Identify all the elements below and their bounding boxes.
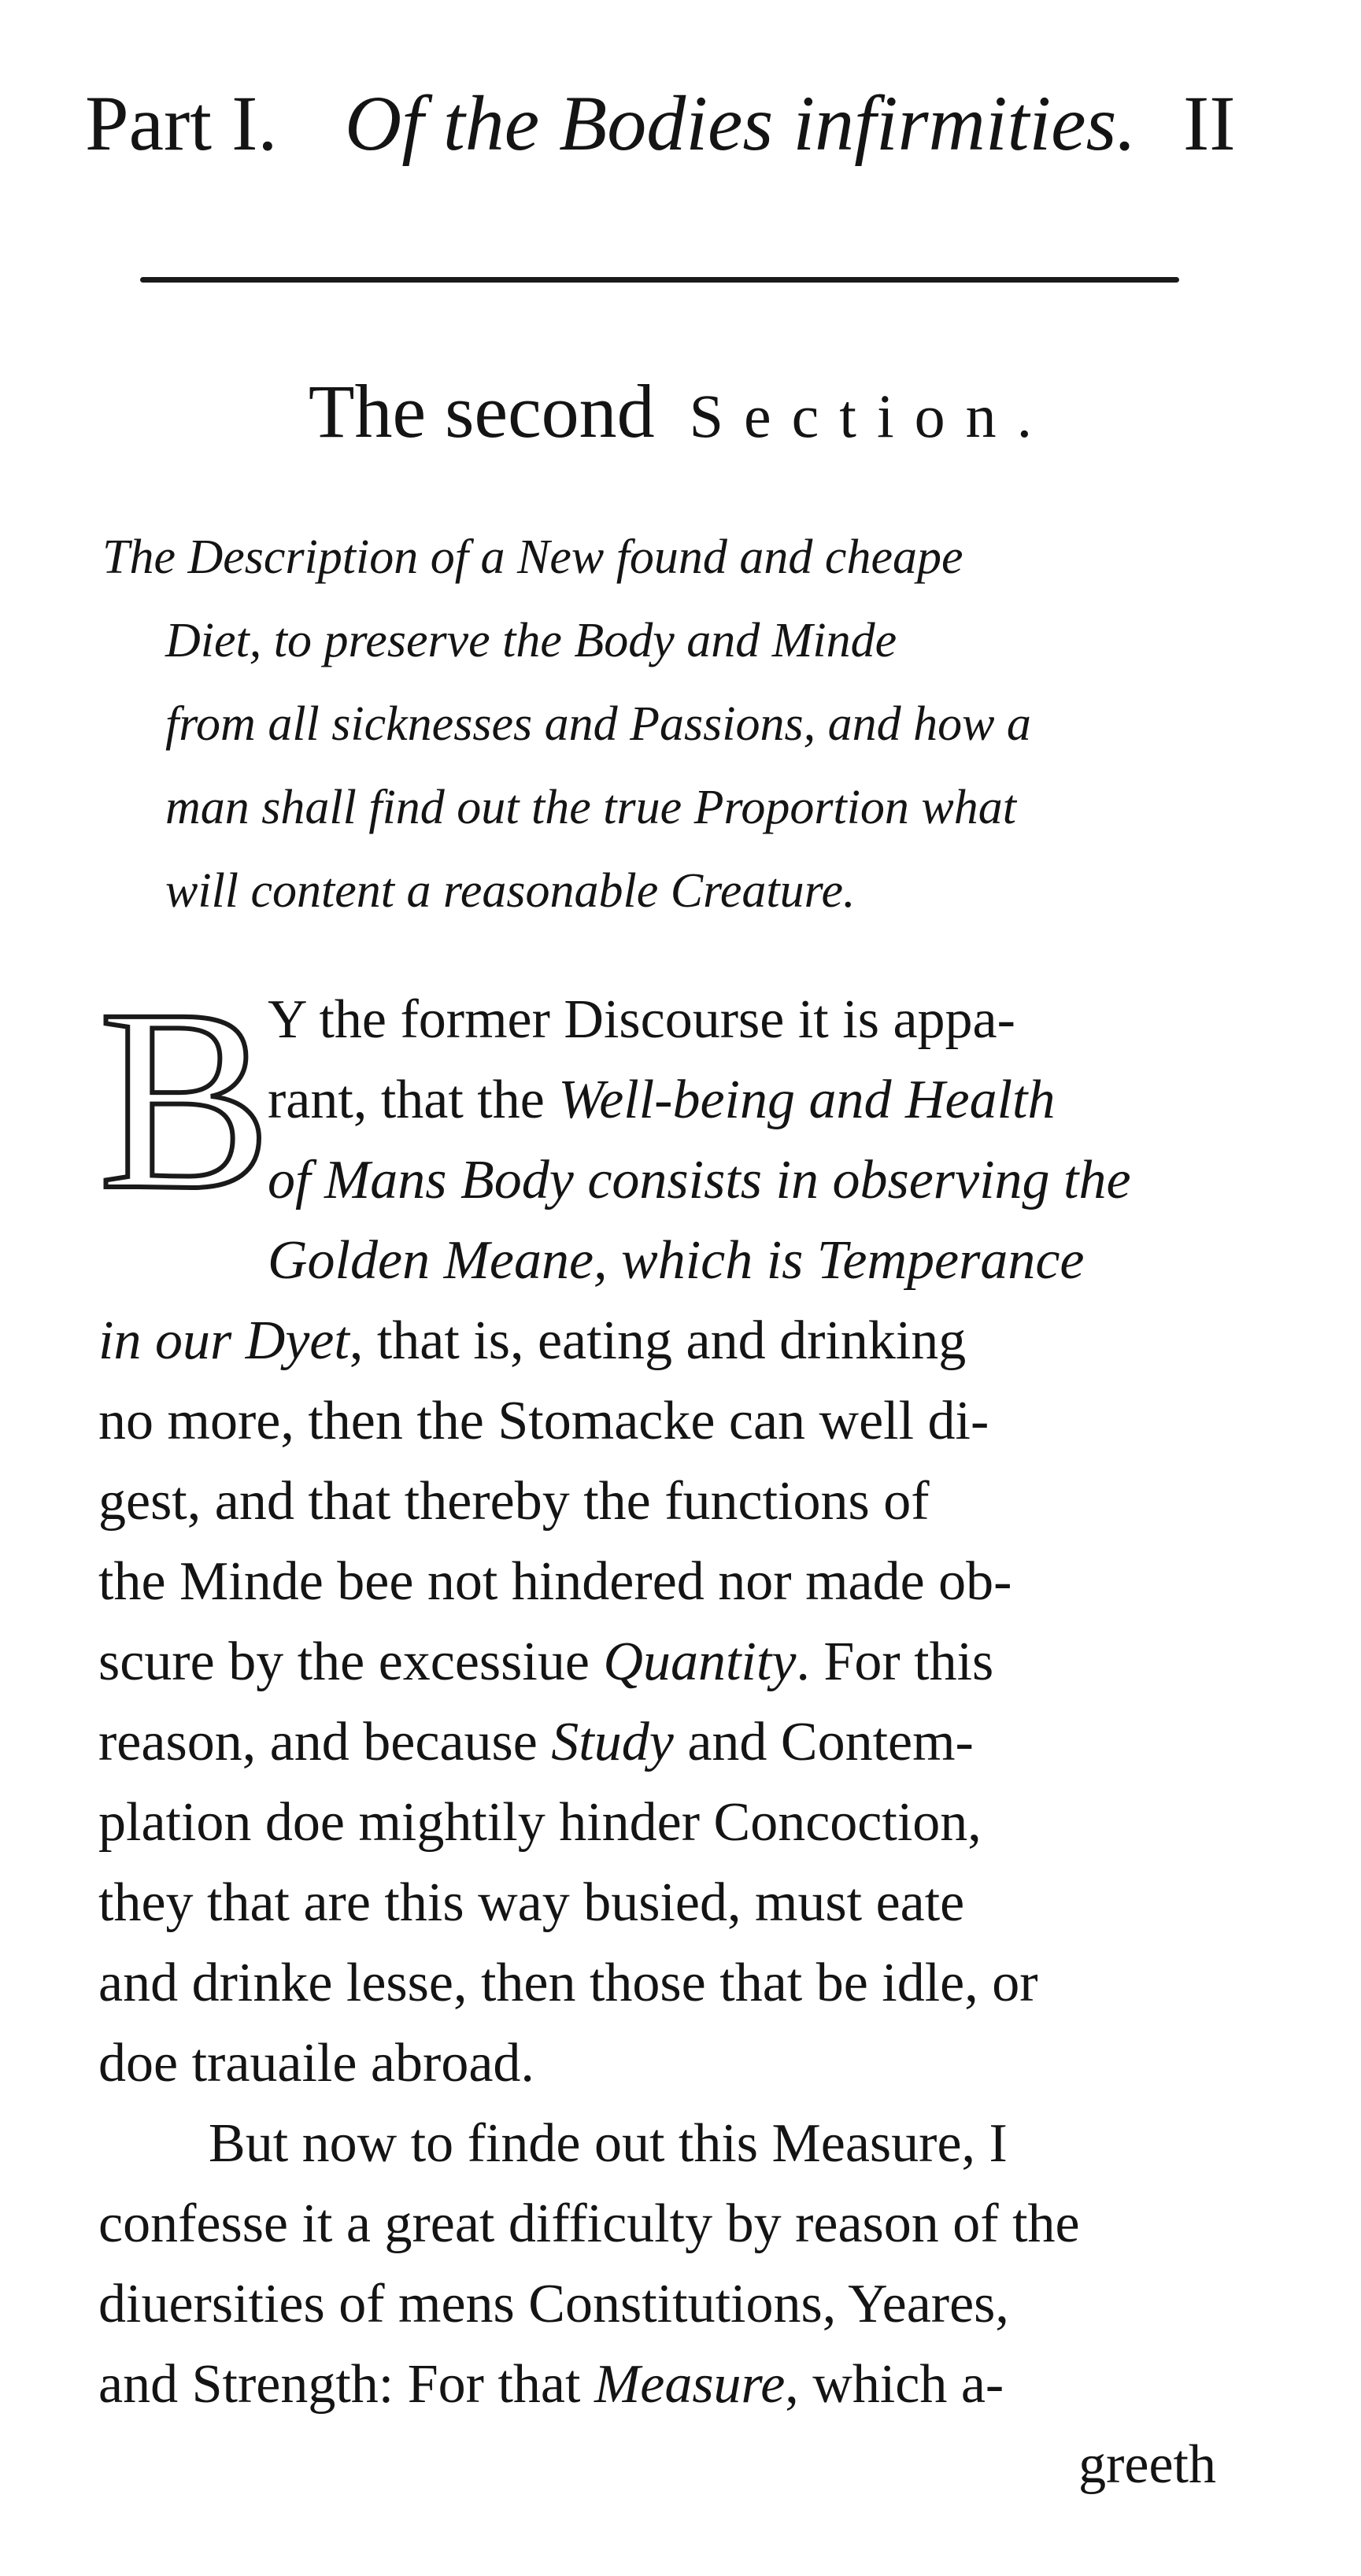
- catchword: greeth: [1078, 2434, 1216, 2495]
- summary-line: man shall find out the true Proportion what: [165, 781, 1017, 834]
- body-line: and Strength: For that Measure, which a-: [98, 2354, 1004, 2415]
- summary-line: from all sicknesses and Passions, and how a: [165, 697, 1031, 751]
- body-line: rant, that the Well-being and Health: [268, 1070, 1056, 1130]
- body-line: doe trauaile abroad.: [98, 2033, 534, 2094]
- body-line: of Mans Body consists in observing the: [268, 1150, 1131, 1210]
- section-heading: [0, 360, 1361, 468]
- body-text: [98, 956, 1271, 2505]
- section-summary: [102, 516, 1267, 933]
- body-line: confesse it a great difficulty by reason of the: [98, 2193, 1080, 2254]
- running-title: Of the Bodies infirmities.: [345, 79, 1137, 167]
- section-heading-second: Section.: [689, 382, 1053, 450]
- body-line: no more, then the Stomacke can well di-: [98, 1391, 989, 1451]
- summary-line: will content a reasonable Creature.: [165, 864, 856, 918]
- body-line: diuersities of mens Constitutions, Yeares,: [98, 2274, 1009, 2334]
- summary-line: Diet, to preserve the Body and Minde: [165, 614, 897, 667]
- summary-line: The Description of a New found and cheape: [102, 530, 963, 584]
- body-line: scure by the excessiue Quantity. For this: [98, 1632, 994, 1692]
- drop-cap: B: [98, 956, 272, 1244]
- running-header: [85, 72, 1266, 175]
- body-line: plation doe mightily hinder Concoction,: [98, 1792, 982, 1853]
- body-line: reason, and because Study and Contem-: [98, 1712, 974, 1772]
- section-heading-first: The second: [308, 369, 655, 453]
- body-line: But now to finde out this Measure, I: [209, 2113, 1008, 2174]
- body-line: Golden Meane, which is Temperance: [268, 1230, 1085, 1291]
- body-line: Y the former Discourse it is appa-: [268, 989, 1015, 1050]
- page-number: II: [1183, 79, 1236, 167]
- body-line: they that are this way busied, must eate: [98, 1872, 965, 1933]
- body-line: gest, and that thereby the functions of: [98, 1471, 930, 1532]
- body-line: and drinke lesse, then those that be idle, or: [98, 1953, 1038, 2013]
- body-line: the Minde bee not hindered nor made ob-: [98, 1551, 1012, 1612]
- header-rule: [140, 277, 1179, 283]
- body-line: in our Dyet, that is, eating and drinking: [98, 1310, 967, 1371]
- part-label: Part I.: [85, 79, 278, 167]
